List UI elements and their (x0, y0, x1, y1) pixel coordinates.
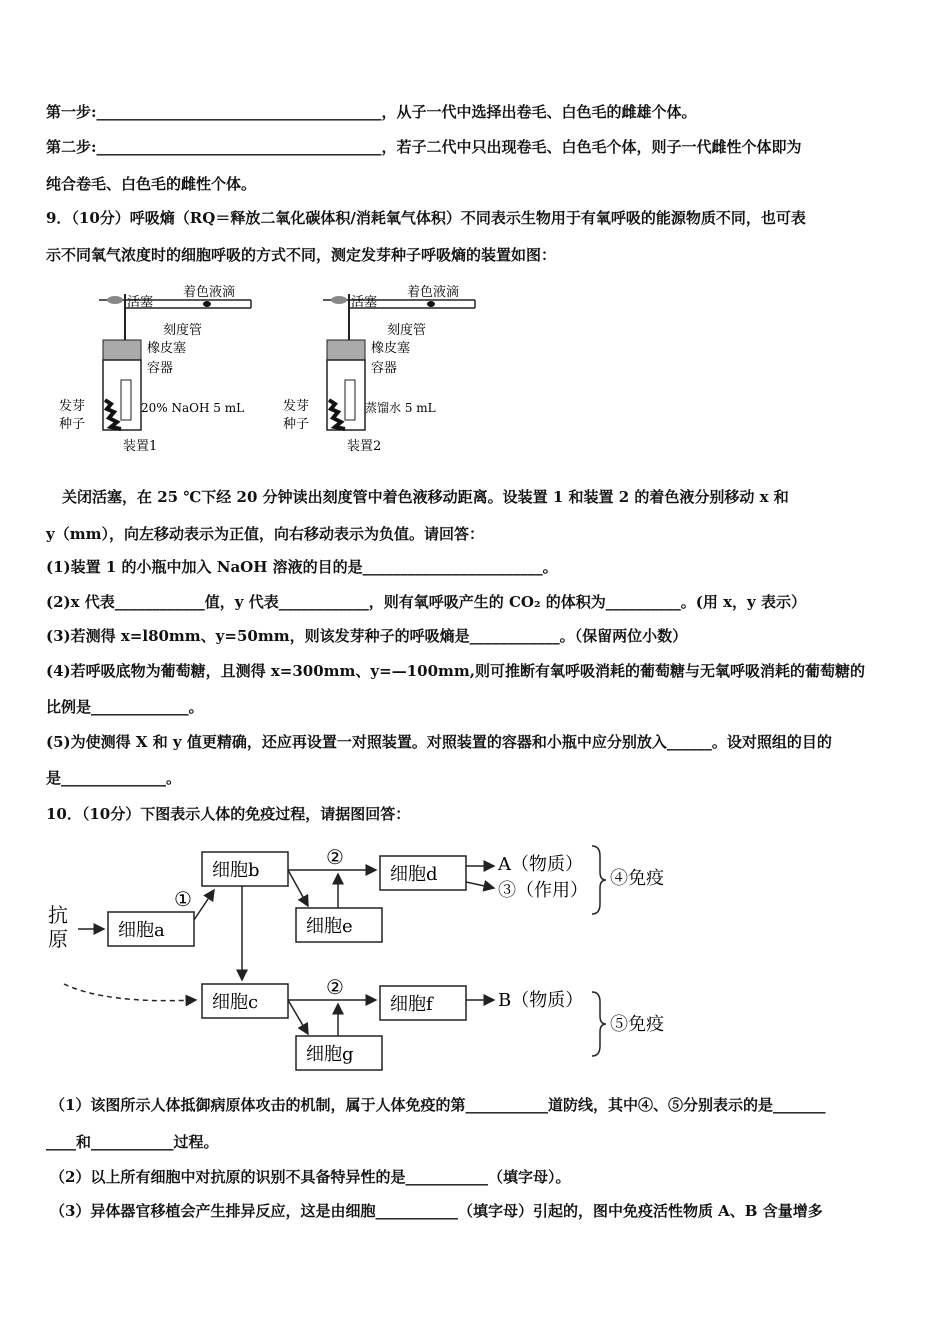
label-droplet-2: 着色液滴 (407, 285, 460, 300)
label-seeds-1b: 种子 (59, 417, 86, 432)
label-cell-e: 细胞e (306, 916, 353, 937)
q9-sub-5b: 是______________。 (46, 769, 182, 787)
label-stopcock-2: 活塞 (351, 295, 378, 310)
q10-intro: 10．（10分）下图表示人体的免疫过程，请据图回答： (46, 805, 411, 823)
q9-intro-2: 示不同氧气浓度时的细胞呼吸的方式不同，测定发芽种子呼吸熵的装置如图： (46, 246, 557, 264)
label-seeds-2a: 发芽 (283, 399, 310, 414)
label-antigen-2: 原 (48, 927, 68, 951)
q10-sub-1b: ____和___________过程。 (46, 1133, 219, 1151)
label-droplet-1: 着色液滴 (183, 285, 236, 300)
label-step-1: ① (174, 887, 192, 911)
q10-sub-2: （2）以上所有细胞中对抗原的识别不具备特异性的是___________（填字母）。 (50, 1168, 571, 1186)
q9-para-1: 关闭活塞，在 25 ℃下经 20 分钟读出刻度管中着色液移动距离。设装置 1 和装置 2 的着色液分别移动 x 和 (62, 488, 789, 506)
label-step-2-bottom: ② (326, 975, 344, 999)
q9-sub-1: (1)装置 1 的小瓶中加入 NaOH 溶液的目的是________________________。 (46, 558, 558, 576)
label-device-1: 装置1 (123, 439, 158, 454)
q8-step1: 第一步:______________________________________，从子一代中选择出卷毛、白色毛的雌雄个体。 (46, 103, 697, 121)
label-seeds-1a: 发芽 (59, 399, 86, 414)
label-device-2: 装置2 (347, 439, 382, 454)
label-cell-b: 细胞b (212, 860, 260, 881)
label-container-1: 容器 (147, 361, 174, 376)
label-antigen-1: 抗 (48, 903, 68, 927)
stopcock-icon (331, 296, 347, 304)
label-stopcock-1: 活塞 (127, 295, 154, 310)
immune-process-figure (46, 834, 708, 1074)
label-immune-4: ④免疫 (610, 868, 664, 889)
label-cell-a: 细胞a (118, 920, 165, 941)
label-step-2-top: ② (326, 845, 344, 869)
label-rubber-stopper-1: 橡皮塞 (147, 341, 187, 356)
label-cell-d: 细胞d (390, 864, 438, 885)
label-output-a: A（物质） (498, 854, 583, 875)
q8-line3: 纯合卷毛、白色毛的雌性个体。 (46, 175, 257, 193)
label-container-2: 容器 (371, 361, 398, 376)
label-output-3: ③（作用） (498, 880, 588, 901)
q9-sub-4a: (4)若呼吸底物为葡萄糖，且测得 x=300mm、y=—100mm,则可推断有氧呼吸消耗的葡萄糖与无氧呼吸消耗的葡萄糖的 (46, 662, 865, 680)
label-immune-5: ⑤免疫 (610, 1014, 664, 1035)
label-cell-c: 细胞c (212, 992, 259, 1013)
stopcock-icon (107, 296, 123, 304)
label-seeds-2b: 种子 (283, 417, 310, 432)
label-output-b: B（物质） (498, 990, 584, 1011)
droplet-icon (427, 301, 435, 307)
q9-sub-3: (3)若测得 x=l80mm、y=50mm，则该发芽种子的呼吸熵是____________。（保留两位小数） (46, 627, 688, 645)
q9-para-2: y（mm），向左移动表示为正值，向右移动表示为负值。请回答： (46, 525, 484, 543)
label-solution-2: 蒸馏水 5 mL (365, 401, 436, 415)
q9-intro-1: 9．（10分）呼吸熵（RQ＝释放二氧化碳体积/消耗氧气体积）不同表示生物用于有氧呼吸的能源物质不同，也可表 (46, 209, 806, 227)
label-scale-tube-2: 刻度管 (387, 323, 427, 338)
q9-sub-4b: 比例是_____________。 (46, 698, 204, 716)
q10-sub-3: （3）异体器官移植会产生排异反应，这是由细胞___________（填字母）引起的，图中免疫活性物质 A、B 含量增多 (50, 1202, 823, 1220)
droplet-icon (203, 301, 211, 307)
q8-step2: 第二步:______________________________________，若子二代中只出现卷毛、白色毛个体，则子一代雌性个体即为 (46, 138, 802, 156)
q9-sub-5a: (5)为使测得 X 和 y 值更精确，还应再设置一对照装置。对照装置的容器和小瓶中应分别放入______。设对照组的目的 (46, 733, 832, 751)
label-cell-g: 细胞g (306, 1044, 354, 1065)
label-cell-f: 细胞f (390, 994, 433, 1015)
q10-sub-1a: （1）该图所示人体抵御病原体攻击的机制，属于人体免疫的第___________道防线，其中④、⑤分别表示的是_______ (50, 1096, 826, 1114)
q9-sub-2: (2)x 代表____________值，y 代表____________，则有氧呼吸产生的 CO₂ 的体积为__________。(用 x，y 表示） (46, 593, 806, 611)
label-scale-tube-1: 刻度管 (163, 323, 203, 338)
label-rubber-stopper-2: 橡皮塞 (371, 341, 411, 356)
label-solution-1: 20% NaOH 5 mL (141, 401, 245, 415)
respiration-apparatus-figure (55, 282, 495, 462)
